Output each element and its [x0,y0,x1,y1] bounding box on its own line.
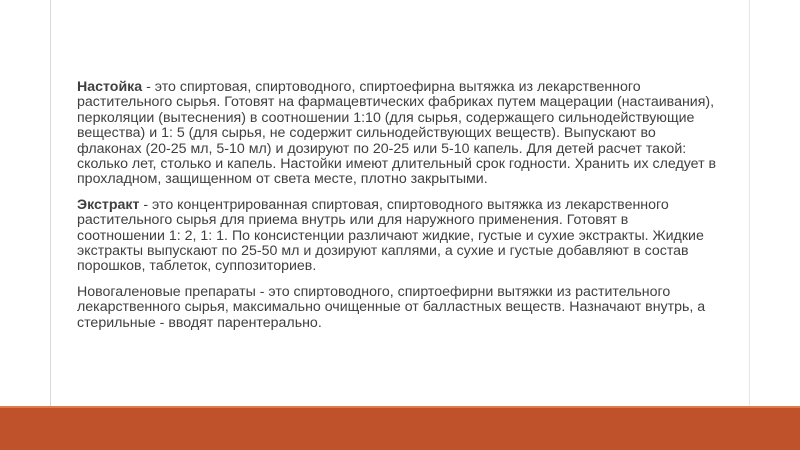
paragraph-novogalenic [77,285,717,331]
paragraph-tincture-text: - это спиртовая, спиртоводного, спиртоефирна вытяжка из лекарственного растительного сырья. Готовят на фармацевтических фабриках путем мацерации (настаивания), перколяции (вытеснения) в соотношении 1:10 (для сырья, содержащего сильнодействующие вещества) и 1: 5 (для сырья, не содержит сильнодействующих веществ). Выпускают во флаконах (20-25 мл, 5-10 мл) и дозируют по 20-25 или 5-10 капель. Для детей расчет такой: сколько лет, столько и капель. Настойки имеют длительный срок годности. Хранить их следует в прохладном, защищенном от света месте, плотно закрытыми. [77,79,717,188]
bottom-band [0,408,800,450]
paragraph-extract-text: - это концентрированная спиртовая, спиртоводного вытяжка из лекарственного растительного сырья для приема внутрь или для наружного применения. Готовят в соотношении 1: 2, 1: 1. По консистенции различают жидкие, густые и сухие экстракты. Жидкие экстракты выпускают по 25-50 мл и дозируют каплями, а сухие и густые добавляют в состав порошков, таблеток, суппозиториев. [77,196,704,275]
term-tincture: Настойка [77,79,143,95]
paragraph-extract [77,198,717,275]
term-extract: Экстракт [77,196,140,213]
paragraph-novogalenic-text: Новогаленовые препараты - это спиртоводного, спиртоефирни вытяжки из растительного лекарственного сырья, максимально очищенные от балластных веществ. Назначают внутрь, а стерильные - вводят парентерально. [77,283,706,331]
left-divider-line [50,0,51,408]
paragraph-tincture [77,80,717,188]
slide-body [77,80,717,341]
right-divider-line [749,0,750,408]
